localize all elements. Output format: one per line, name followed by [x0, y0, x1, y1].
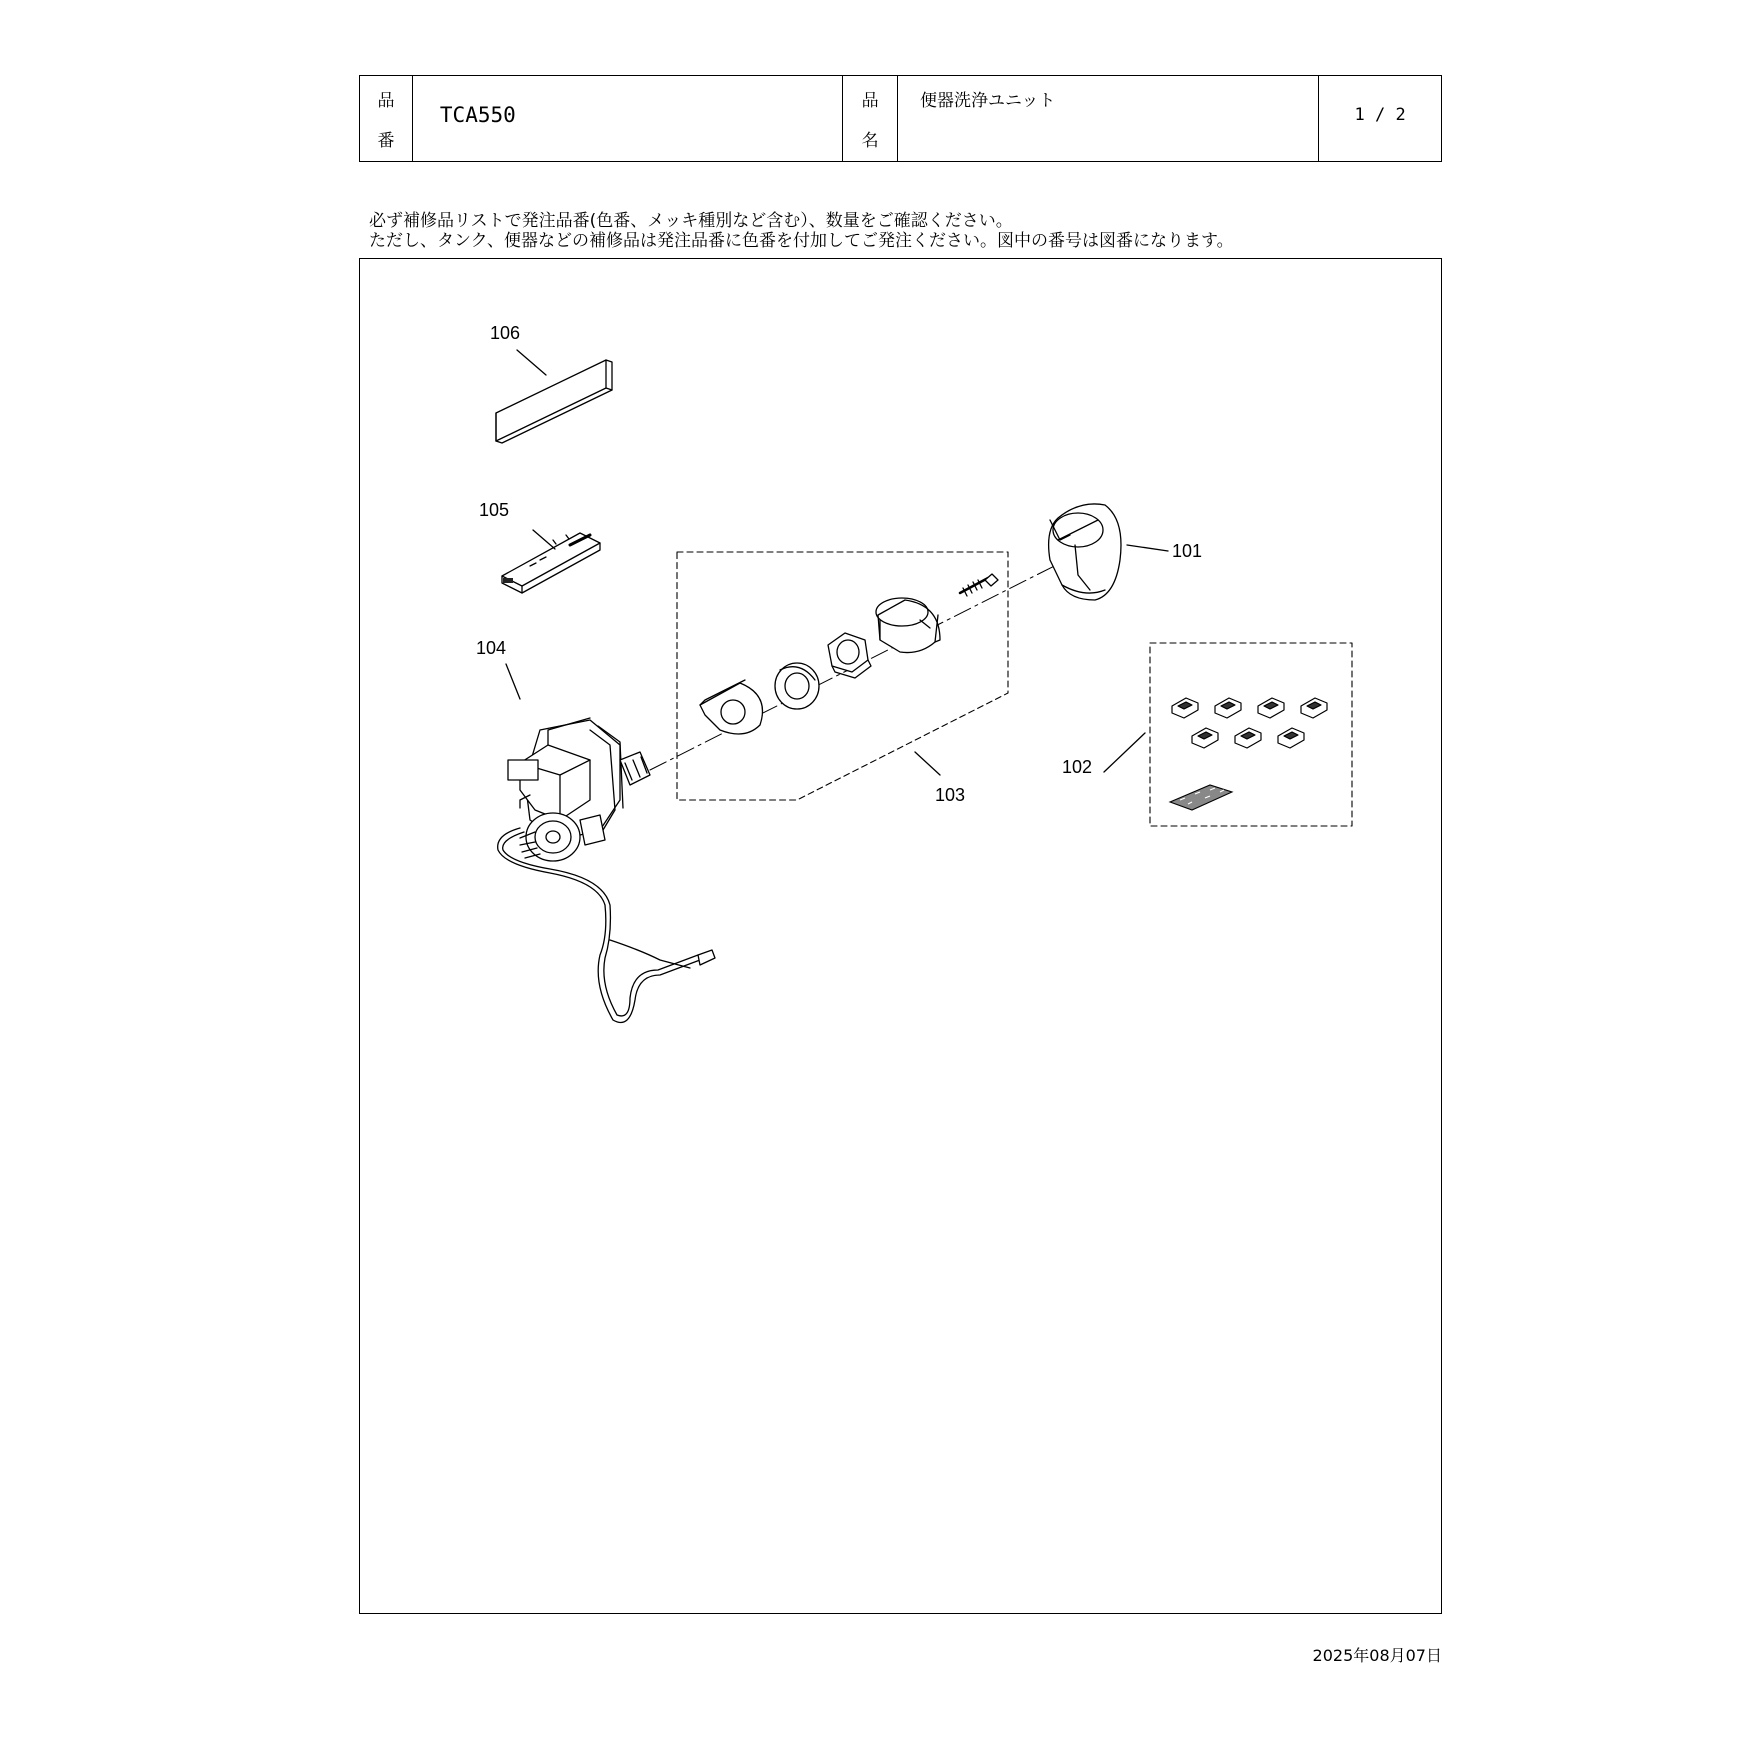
part-102-clip: [1192, 728, 1218, 748]
part-105-board: [502, 533, 600, 593]
leader-102: [1104, 733, 1145, 772]
part-102-clip: [1235, 728, 1261, 748]
part-103-cap: [876, 598, 940, 653]
order-note-2: ただし、タンク、便器などの補修品は発注品番に色番を付加してご発注ください。図中の番号は図番になります。: [369, 231, 1234, 251]
leader-104: [506, 664, 520, 699]
part-103-nut: [828, 633, 871, 678]
part-102-clip: [1301, 698, 1327, 718]
product-name: 便器洗浄ユニット: [920, 91, 1056, 111]
product-code: TCA550: [439, 103, 516, 127]
callout-103: 103: [935, 785, 966, 805]
part-102-clip: [1172, 698, 1198, 718]
product-name-label-bottom: 名: [861, 131, 879, 151]
leader-103: [915, 752, 940, 775]
product-code-label-top: 品: [377, 91, 395, 111]
callout-104: 104: [476, 638, 507, 658]
part-103-washer: [775, 663, 819, 709]
part-102-clip: [1258, 698, 1284, 718]
part-104-motor: [508, 718, 650, 861]
part-102-clip: [1215, 698, 1241, 718]
part-103-screw: [960, 574, 998, 596]
part-103-bracket: [700, 680, 763, 734]
leader-106: [517, 350, 546, 375]
order-note-1: 必ず補修品リストで発注品番(色番、メッキ種別など含む）、数量をご確認ください。: [369, 211, 1013, 231]
part-102-sheet: [1170, 785, 1232, 810]
part-103-group-outline: [677, 552, 1008, 800]
page-number: 1 / 2: [1354, 105, 1406, 125]
part-101-cover: [1049, 504, 1121, 600]
product-name-label-top: 品: [861, 91, 879, 111]
callout-106: 106: [490, 323, 521, 343]
callout-102: 102: [1062, 757, 1093, 777]
product-code-label-bottom: 番: [377, 131, 395, 151]
assembly-axis: [650, 548, 1090, 770]
callout-105: 105: [479, 500, 510, 520]
part-106-plate: [496, 360, 612, 443]
leader-105: [533, 530, 555, 549]
callout-101: 101: [1172, 541, 1203, 561]
leader-101: [1127, 545, 1168, 551]
issue-date: 2025年08月07日: [1312, 1646, 1442, 1665]
part-102-clip: [1278, 728, 1304, 748]
part-102-clips: [1172, 698, 1327, 748]
